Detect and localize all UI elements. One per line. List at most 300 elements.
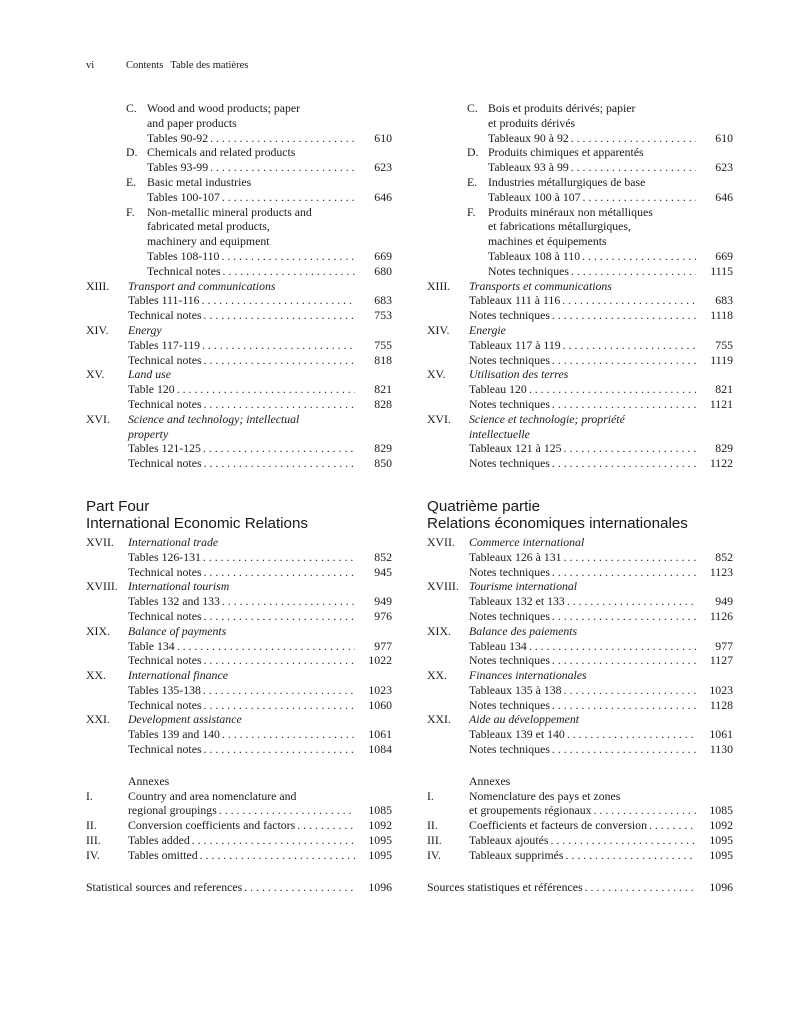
page-number: 1096 (368, 879, 392, 894)
toc-entry[interactable] (488, 160, 733, 175)
entry-label: Tableaux 100 à 107 (488, 189, 581, 204)
toc-entry[interactable] (488, 190, 733, 205)
chapter (86, 712, 392, 756)
item-title: property (128, 426, 169, 441)
entry-label: Technical notes (128, 308, 202, 323)
dot-leader (244, 880, 355, 895)
dot-leader (202, 293, 355, 308)
subsection (86, 205, 392, 279)
header-contents: Contents (126, 60, 164, 71)
dot-leader (222, 190, 355, 205)
page-number: 1096 (709, 879, 733, 894)
item-title: Energy (128, 322, 162, 337)
entry-label: Tableaux 108 à 110 (488, 248, 581, 263)
toc-entry[interactable] (469, 742, 733, 757)
item-number: I. (86, 788, 93, 803)
item-number: XIX. (427, 623, 451, 638)
toc-entry[interactable] (469, 382, 733, 397)
page-number: 1130 (709, 742, 733, 757)
toc-entry[interactable] (147, 190, 392, 205)
entry-label: Tableaux 139 et 140 (469, 727, 565, 742)
toc-entry[interactable] (469, 653, 733, 668)
page-number: 1084 (368, 742, 392, 757)
entry-label: Tableaux 117 à 119 (469, 337, 561, 352)
page-number: 623 (374, 160, 392, 175)
dot-leader (204, 353, 355, 368)
page-number: 828 (374, 396, 392, 411)
dot-leader (219, 803, 355, 818)
dot-leader (564, 441, 696, 456)
entry-label: Tableaux 93 à 99 (488, 160, 569, 175)
chapter (86, 367, 392, 411)
page-number: 949 (715, 594, 733, 609)
page-number: 829 (715, 441, 733, 456)
chapter (427, 668, 733, 712)
item-number: D. (126, 145, 138, 160)
toc-entry[interactable] (128, 639, 392, 654)
dot-leader (571, 264, 696, 279)
page-number: 976 (374, 608, 392, 623)
item-number: I. (427, 788, 434, 803)
page-number: 1060 (368, 697, 392, 712)
entry-label: Statistical sources and references (86, 879, 243, 894)
toc-entry[interactable] (128, 848, 392, 863)
page-number: 818 (374, 352, 392, 367)
chapter (427, 412, 733, 471)
entry-label: Technical notes (128, 396, 202, 411)
chapter (86, 668, 392, 712)
toc-entry[interactable] (469, 550, 733, 565)
subsection (86, 175, 392, 205)
page-number: 850 (374, 456, 392, 471)
page-number: 680 (374, 263, 392, 278)
item-number: XVIII. (427, 579, 459, 594)
dot-leader (204, 456, 355, 471)
entry-label: Notes techniques (469, 396, 550, 411)
page-number: 646 (374, 189, 392, 204)
dot-leader (563, 338, 696, 353)
toc-entry[interactable] (128, 653, 392, 668)
item-number: E. (126, 174, 137, 189)
dot-leader (204, 308, 355, 323)
toc-entry[interactable] (469, 639, 733, 654)
toc-entry[interactable] (469, 848, 733, 863)
page-number: 829 (374, 441, 392, 456)
chapter (427, 323, 733, 367)
dot-leader (582, 249, 696, 264)
item-number: D. (467, 145, 479, 160)
page-number: 1118 (710, 308, 733, 323)
toc-entry[interactable] (147, 160, 392, 175)
entry-label: Tableaux 111 à 116 (469, 293, 561, 308)
item-number: XXI. (86, 712, 110, 727)
dot-leader (204, 609, 355, 624)
page-number: 1022 (368, 653, 392, 668)
chapter (427, 279, 733, 323)
item-number: F. (467, 204, 476, 219)
toc-entry[interactable] (128, 456, 392, 471)
toc-entry[interactable] (469, 308, 733, 323)
toc-entry[interactable] (128, 293, 392, 308)
item-number: XVII. (86, 534, 114, 549)
entry-label: Table 134 (128, 638, 175, 653)
chapter (86, 323, 392, 367)
dot-leader (202, 338, 355, 353)
item-title: and paper products (147, 115, 237, 130)
item-title: Industries métallurgiques de base (488, 174, 646, 189)
toc-entry[interactable] (469, 293, 733, 308)
subsection (427, 175, 733, 205)
toc-entry[interactable] (128, 742, 392, 757)
toc-entry[interactable] (488, 131, 733, 146)
item-number: XV. (86, 367, 105, 382)
english-contents-column (86, 101, 392, 894)
chapter (427, 624, 733, 668)
entry-label: Tables 93-99 (147, 160, 209, 175)
page-number: 1126 (709, 608, 733, 623)
annexes-heading: Annexes (128, 773, 170, 788)
french-contents-column (427, 101, 733, 894)
entry-label: Technical notes (128, 564, 202, 579)
page-number: 821 (374, 382, 392, 397)
dot-leader (204, 698, 355, 713)
dot-leader (177, 639, 355, 654)
toc-entry[interactable] (488, 264, 733, 279)
dot-leader (552, 653, 696, 668)
dot-leader (585, 880, 696, 895)
item-number: XVI. (86, 411, 110, 426)
entry-label: Technical notes (147, 263, 221, 278)
dot-leader (203, 683, 355, 698)
entry-label: Technical notes (128, 608, 202, 623)
dot-leader (552, 397, 696, 412)
toc-entry[interactable] (128, 308, 392, 323)
item-title: Commerce international (469, 534, 585, 549)
dot-leader (297, 818, 355, 833)
page-number: 683 (715, 293, 733, 308)
item-number: XIII. (86, 278, 110, 293)
dot-leader (529, 639, 696, 654)
entry-label: Tables omitted (128, 847, 198, 862)
entry-label: Notes techniques (469, 608, 550, 623)
toc-entry[interactable] (469, 727, 733, 742)
item-title: International finance (128, 668, 228, 683)
dot-leader (567, 594, 696, 609)
entry-label: Notes techniques (469, 742, 550, 757)
chapter (427, 535, 733, 579)
entry-label: Tableau 134 (469, 638, 527, 653)
toc-entry[interactable] (86, 880, 392, 895)
part-heading: Quatrième partie (427, 497, 541, 515)
entry-label: Tables 121-125 (128, 441, 201, 456)
page-number: 1128 (709, 697, 733, 712)
item-number: XX. (86, 668, 106, 683)
toc-entry[interactable] (469, 338, 733, 353)
entry-label: Tableaux 121 à 125 (469, 441, 562, 456)
page-number: 949 (374, 594, 392, 609)
item-title: Bois et produits dérivés; papier (488, 101, 636, 115)
entry-label: Tables 108-110 (147, 248, 220, 263)
page-number: 669 (715, 248, 733, 263)
entry-label: Tableaux 90 à 92 (488, 130, 569, 145)
item-number: XVIII. (86, 579, 118, 594)
toc-entry[interactable] (128, 441, 392, 456)
dot-leader (566, 848, 696, 863)
page-number: 1119 (710, 352, 733, 367)
page-number: 1095 (709, 833, 733, 848)
page-number: vi (86, 60, 95, 71)
toc-entry[interactable] (469, 833, 733, 848)
entry-label: Tableaux ajoutés (469, 833, 549, 848)
toc-entry[interactable] (128, 397, 392, 412)
page-number: 1095 (709, 847, 733, 862)
page-number: 1121 (709, 396, 733, 411)
item-title: Produits minéraux non métalliques (488, 204, 653, 219)
entry-label: Notes techniques (469, 352, 550, 367)
toc-entry[interactable] (128, 818, 392, 833)
part-heading-title: Relations économiques internationales (427, 514, 688, 532)
page-number: 755 (374, 337, 392, 352)
entry-label: Technical notes (128, 653, 202, 668)
item-number: XIII. (427, 278, 451, 293)
page-number: 646 (715, 189, 733, 204)
dot-leader (552, 698, 696, 713)
page-number: 669 (374, 248, 392, 263)
page-number: 753 (374, 308, 392, 323)
toc-entry[interactable] (469, 565, 733, 580)
item-title: Transport and communications (128, 278, 276, 293)
toc-entry[interactable] (128, 698, 392, 713)
item-number: XIV. (86, 322, 109, 337)
entry-label: Tableaux supprimés (469, 847, 564, 862)
page-number: 821 (715, 382, 733, 397)
dot-leader (221, 249, 355, 264)
toc-entry[interactable] (128, 609, 392, 624)
item-title: Utilisation des terres (469, 367, 569, 382)
chapter (86, 624, 392, 668)
toc-entry[interactable] (128, 683, 392, 698)
chapter (86, 412, 392, 471)
dot-leader (552, 742, 696, 757)
dot-leader (552, 565, 696, 580)
chapter (86, 535, 392, 579)
dot-leader (222, 594, 355, 609)
item-number: XVII. (427, 534, 455, 549)
toc-entry[interactable] (147, 131, 392, 146)
toc-entry[interactable] (128, 594, 392, 609)
item-number: III. (86, 833, 101, 848)
item-number: III. (427, 833, 442, 848)
item-number: II. (427, 818, 438, 833)
item-number: XIX. (86, 623, 110, 638)
part-heading-title: International Economic Relations (86, 514, 309, 532)
toc-entry[interactable] (128, 382, 392, 397)
entry-label: Notes techniques (469, 697, 550, 712)
toc-entry[interactable] (128, 550, 392, 565)
item-title: Balance des paiements (469, 623, 578, 638)
page-number: 852 (374, 549, 392, 564)
entry-label: Notes techniques (469, 653, 550, 668)
page-number: 683 (374, 293, 392, 308)
item-title: Country and area nomenclature and (128, 788, 297, 803)
part-heading: Part Four (86, 497, 150, 515)
running-header (86, 60, 248, 71)
toc-entry[interactable] (147, 264, 392, 279)
dot-leader (204, 653, 355, 668)
entry-label: Tables 100-107 (147, 189, 220, 204)
item-title: International tourism (128, 579, 230, 594)
item-title: fabricated metal products, (147, 219, 270, 234)
entry-label: Notes techniques (469, 456, 550, 471)
toc-entry[interactable] (469, 683, 733, 698)
toc-entry[interactable] (469, 594, 733, 609)
dot-leader (571, 160, 696, 175)
page-number: 1085 (368, 803, 392, 818)
dot-leader (204, 565, 355, 580)
item-title: Finances internationales (469, 668, 587, 683)
item-title: et fabrications métallurgiques, (488, 219, 631, 234)
item-number: XX. (427, 668, 447, 683)
subsection (86, 145, 392, 175)
entry-label: Tables 135-138 (128, 682, 201, 697)
dot-leader (594, 803, 696, 818)
entry-label: Sources statistiques et références (427, 879, 583, 894)
item-number: XV. (427, 367, 446, 382)
item-number: IV. (86, 847, 100, 862)
page-number: 1122 (709, 456, 733, 471)
item-title: Produits chimiques et apparentés (488, 145, 644, 160)
page-number: 1092 (709, 818, 733, 833)
entry-label: Tableaux 132 et 133 (469, 594, 565, 609)
entry-label: Technical notes (128, 742, 202, 757)
entry-label: Notes techniques (469, 564, 550, 579)
toc-entry[interactable] (128, 727, 392, 742)
entry-label: Tableaux 135 à 138 (469, 682, 562, 697)
toc-entry[interactable] (128, 803, 392, 818)
dot-leader (223, 264, 355, 279)
entry-label: Tables added (128, 833, 190, 848)
toc-entry[interactable] (469, 818, 733, 833)
toc-entry[interactable] (469, 397, 733, 412)
item-number: C. (467, 101, 478, 115)
entry-label: Technical notes (128, 456, 202, 471)
item-title: Science et technologie; propriété (469, 411, 625, 426)
chapter (427, 579, 733, 623)
dot-leader (203, 441, 355, 456)
dot-leader (204, 397, 355, 412)
item-title: Science and technology; intellectual (128, 411, 300, 426)
toc-entry[interactable] (427, 880, 733, 895)
item-title: Chemicals and related products (147, 145, 296, 160)
dot-leader (529, 382, 696, 397)
dot-leader (222, 727, 355, 742)
entry-label: et groupements régionaux (469, 803, 592, 818)
page-number: 1095 (368, 833, 392, 848)
chapter (86, 579, 392, 623)
entry-label: Tables 132 and 133 (128, 594, 220, 609)
item-number: C. (126, 101, 137, 115)
subsection (427, 145, 733, 175)
dot-leader (200, 848, 355, 863)
dot-leader (567, 727, 696, 742)
item-number: XIV. (427, 322, 450, 337)
item-title: Aide au développement (469, 712, 580, 727)
toc-entry[interactable] (469, 456, 733, 471)
entry-label: Tables 126-131 (128, 549, 201, 564)
toc-entry[interactable] (147, 249, 392, 264)
item-title: Energie (469, 322, 506, 337)
dot-leader (649, 818, 696, 833)
entry-label: Notes techniques (469, 308, 550, 323)
dot-leader (550, 833, 696, 848)
page-number: 945 (374, 564, 392, 579)
entry-label: Technical notes (128, 352, 202, 367)
entry-label: Technical notes (128, 697, 202, 712)
toc-entry[interactable] (469, 698, 733, 713)
dot-leader (552, 456, 696, 471)
page-number: 610 (374, 130, 392, 145)
toc-entry[interactable] (469, 803, 733, 818)
chapter (427, 367, 733, 411)
toc-entry[interactable] (128, 338, 392, 353)
dot-leader (552, 353, 696, 368)
item-number: F. (126, 204, 135, 219)
item-title: Balance of payments (128, 623, 227, 638)
entry-label: Tableau 120 (469, 382, 527, 397)
item-title: Tourisme international (469, 579, 578, 594)
chapter (86, 279, 392, 323)
item-title: machinery and equipment (147, 234, 270, 249)
header-table-des-matieres: Table des matières (170, 60, 249, 71)
item-title: machines et équipements (488, 234, 607, 249)
page-number: 1115 (710, 263, 733, 278)
entry-label: Tables 111-116 (128, 293, 200, 308)
item-title: Transports et communications (469, 278, 612, 293)
item-title: Basic metal industries (147, 174, 252, 189)
entry-label: regional groupings (128, 803, 217, 818)
dot-leader (552, 609, 696, 624)
page-number: 1061 (368, 727, 392, 742)
entry-label: Notes techniques (488, 263, 569, 278)
annexes-heading: Annexes (469, 773, 511, 788)
item-title: Nomenclature des pays et zones (469, 788, 621, 803)
toc-entry[interactable] (128, 353, 392, 368)
dot-leader (177, 382, 355, 397)
toc-entry[interactable] (128, 833, 392, 848)
entry-label: Tables 117-119 (128, 337, 201, 352)
entry-label: Conversion coefficients and factors (128, 818, 296, 833)
item-title: Development assistance (128, 712, 242, 727)
page-number: 852 (715, 549, 733, 564)
item-title: Non-metallic mineral products and (147, 204, 312, 219)
item-title: Land use (128, 367, 171, 382)
toc-entry[interactable] (469, 609, 733, 624)
subsection (427, 101, 733, 145)
toc-entry[interactable] (469, 353, 733, 368)
page-number: 1023 (368, 682, 392, 697)
page-number: 1092 (368, 818, 392, 833)
page-number: 1095 (368, 847, 392, 862)
toc-entry[interactable] (128, 565, 392, 580)
item-number: E. (467, 174, 478, 189)
page-number: 1123 (709, 564, 733, 579)
item-number: XXI. (427, 712, 451, 727)
toc-entry[interactable] (488, 249, 733, 264)
subsection (86, 101, 392, 145)
toc-entry[interactable] (469, 441, 733, 456)
page-number: 1085 (709, 803, 733, 818)
chapter (427, 712, 733, 756)
